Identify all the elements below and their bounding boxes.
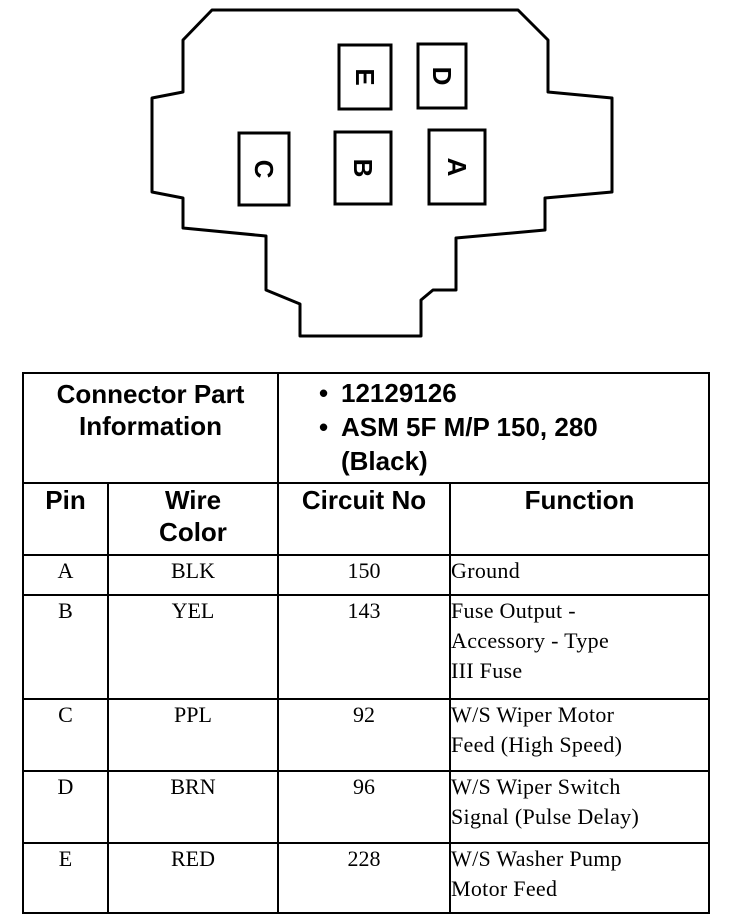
function-cell: Ground bbox=[450, 555, 709, 595]
pin-cell: E bbox=[23, 843, 108, 913]
wire-color-cell: RED bbox=[108, 843, 278, 913]
table-row bbox=[23, 555, 709, 595]
circuit-no-cell: 143 bbox=[278, 595, 450, 699]
part-number-item: • 12129126 bbox=[319, 378, 457, 408]
connector-face-diagram bbox=[0, 0, 736, 360]
wire-color-cell: BRN bbox=[108, 771, 278, 843]
function-cell: Fuse Output - Accessory - Type III Fuse bbox=[450, 595, 709, 699]
part-info-label-cell bbox=[23, 373, 278, 483]
part-number-item: • ASM 5F M/P 150, 280 (Black) bbox=[319, 410, 708, 478]
table-row bbox=[23, 843, 709, 913]
pin-b-letter: B bbox=[348, 158, 378, 178]
table-row bbox=[23, 595, 709, 699]
circuit-no-cell: 96 bbox=[278, 771, 450, 843]
pin-cell: A bbox=[23, 555, 108, 595]
pin-e-cavity bbox=[339, 45, 391, 109]
col-header-circuit-no: Circuit No bbox=[278, 483, 450, 555]
part-info-values-cell bbox=[278, 373, 709, 483]
pin-c-letter: C bbox=[249, 159, 279, 179]
table-row bbox=[23, 771, 709, 843]
col-header-pin: Pin bbox=[23, 483, 108, 555]
pin-e-letter: E bbox=[350, 68, 380, 86]
col-header-function: Function bbox=[450, 483, 709, 555]
connector-info-table bbox=[22, 372, 710, 914]
part-color-note: (Black) bbox=[341, 446, 428, 476]
circuit-no-cell: 92 bbox=[278, 699, 450, 771]
part-number-list bbox=[279, 374, 708, 482]
pin-a-letter: A bbox=[442, 157, 472, 177]
wire-color-cell: YEL bbox=[108, 595, 278, 699]
pin-cell: B bbox=[23, 595, 108, 699]
function-cell: W/S Wiper Switch Signal (Pulse Delay) bbox=[450, 771, 709, 843]
part-info-row bbox=[23, 373, 709, 483]
pin-a-cavity bbox=[429, 130, 485, 204]
function-cell: W/S Wiper Motor Feed (High Speed) bbox=[450, 699, 709, 771]
table-row bbox=[23, 699, 709, 771]
pin-d-letter: D bbox=[427, 66, 457, 86]
circuit-no-cell: 228 bbox=[278, 843, 450, 913]
wire-color-cell: PPL bbox=[108, 699, 278, 771]
function-cell: W/S Washer Pump Motor Feed bbox=[450, 843, 709, 913]
column-header-row bbox=[23, 483, 709, 555]
pin-c-cavity bbox=[239, 133, 289, 205]
pin-cell: D bbox=[23, 771, 108, 843]
pin-cell: C bbox=[23, 699, 108, 771]
pin-b-cavity bbox=[335, 132, 391, 204]
part-info-label: Connector Part Information bbox=[56, 379, 245, 441]
wire-color-cell: BLK bbox=[108, 555, 278, 595]
circuit-no-cell: 150 bbox=[278, 555, 450, 595]
pin-d-cavity bbox=[418, 44, 466, 108]
col-header-wire-color: Wire Color bbox=[108, 483, 278, 555]
